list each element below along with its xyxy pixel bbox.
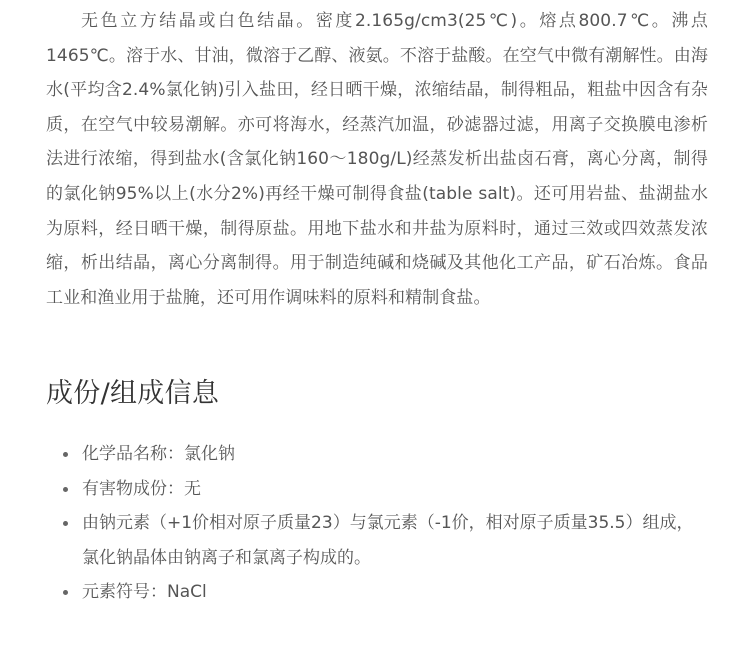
- list-item-text: 化学品名称：氯化钠: [82, 444, 235, 464]
- bullet-icon: [63, 521, 68, 526]
- intro-paragraph: 无色立方结晶或白色结晶。密度2.165g/cm3(25℃)。熔点800.7℃。沸点1465℃。溶于水、甘油，微溶于乙醇、液氨。不溶于盐酸。在空气中微有潮解性。由海水(平均含2.4%氯化钠)引入盐田，经日晒干燥，浓缩结晶，制得粗品，粗盐中因含有杂质，在空气中较易潮解。亦可将海水，经蒸汽加温，砂滤器过滤，用离子交换膜电渗析法进行浓缩，得到盐水(含氯化钠160～180g/L)经蒸发析出盐卤石膏，离心分离，制得的氯化钠95%以上(水分2%)再经干燥可制得食盐(table salt)。还可用岩盐、盐湖盐水为原料，经日晒干燥，制得原盐。用地下盐水和井盐为原料时，通过三效或四效蒸发浓缩，析出结晶，离心分离制得。用于制造纯碱和烧碱及其他化工产品，矿石冶炼。食品工业和渔业用于盐腌，还可用作调味料的原料和精制食盐。: [46, 11, 708, 308]
- list-item-text: 有害物成份：无: [82, 478, 201, 499]
- list-item-chemical-name: [46, 437, 708, 472]
- document-content: [46, 4, 708, 603]
- bullet-icon: [63, 590, 68, 595]
- composition-list: [46, 437, 708, 610]
- bullet-icon: [63, 487, 68, 492]
- section-title-composition: 成份/组成信息: [46, 378, 220, 409]
- list-item-element-symbol: [46, 575, 708, 610]
- list-item-text: 由钠元素（+1价相对原子质量23）与氯元素（-1价，相对原子质量35.5）组成，氯化钠晶体由钠离子和氯离子构成的。: [82, 513, 694, 568]
- list-item-hazardous-components: [46, 472, 708, 507]
- list-item-text: 元素符号：NaCl: [82, 582, 207, 603]
- list-item-elemental-composition: [46, 506, 708, 575]
- bullet-icon: [63, 452, 68, 457]
